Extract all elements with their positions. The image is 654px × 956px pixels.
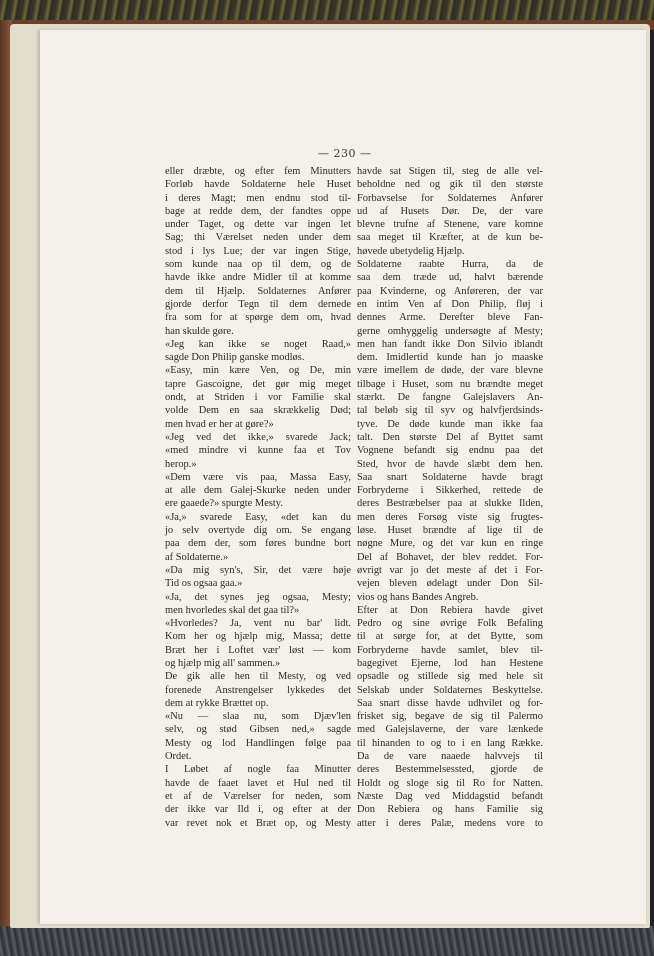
text-line: «Ja, det synes jeg ogsaa, Mesty; — [165, 591, 351, 603]
text-line: Soldaterne raabte Hurra, da de — [357, 259, 543, 271]
text-line: havde de faaet lavet et Hul ned til — [165, 777, 351, 789]
text-line: deres Bestræbelser paa at slukke Ilden, — [357, 498, 543, 510]
text-line: atter i deres Palæ, medens vore to — [357, 817, 543, 829]
text-line: i deres Magt; men endnu stod til- — [165, 192, 351, 204]
text-line: Mesty og lod Handlingen følge paa — [165, 737, 351, 749]
text-line: tal beløb sig til syv og halvfjerdsinds- — [357, 405, 543, 417]
text-line: fra som for at spørge dem om, hvad — [165, 312, 351, 324]
text-line: Forløb havde Soldaterne hele Huset — [165, 179, 351, 191]
text-line: paa dem der, som føres bundne bort — [165, 538, 351, 550]
text-line: Selskab under Soldaternes Beskyttelse. — [357, 684, 543, 696]
text-line: «Ja,» svarede Easy, «det kan du — [165, 511, 351, 523]
text-line: Ordet. — [165, 751, 192, 763]
text-line: «Nu — slaa nu, som Djæv'len — [165, 711, 351, 723]
text-line: eller dræbte, og efter fem Minutters — [165, 166, 351, 177]
text-line: høvede ubetydelig Hjælp. — [357, 245, 465, 257]
text-line: «Hvorledes? Ja, vent nu bar' lidt. — [165, 618, 351, 630]
text-line: Don Rebiera og hans Familie sig — [357, 804, 543, 816]
text-line: løse. Huset brændte af lige til de — [357, 525, 543, 537]
text-line: «Jeg kan ikke se noget Raad,» — [165, 338, 351, 350]
text-line: talt. Den største Del af Byttet samt — [357, 431, 543, 443]
text-line: Sag; thi Værelset neden under dem — [165, 232, 351, 244]
text-line: Saa snart Soldaterne havde bragt — [357, 471, 543, 483]
text-line: Pedro og sine øvrige Folk Befaling — [357, 618, 543, 630]
text-line: vejen bleven ødelagt under Don Sil- — [357, 578, 543, 590]
text-line: der ikke var Ild i, og efter at der — [165, 804, 351, 816]
text-line: paa Kvinderne, og Anføreren, der var — [357, 285, 543, 297]
text-column-right — [357, 165, 543, 830]
text-line: «Jeg ved det ikke,» svarede Jack; — [165, 431, 351, 443]
text-line: øvrigt var jo det meste af det i For- — [357, 564, 543, 576]
text-line: ondt, at Striden i vor Familie skal — [165, 392, 351, 404]
text-line: stærkt. De fangne Galejslavers An- — [357, 392, 543, 404]
text-line: volde Dem en saa skrækkelig Død; — [165, 405, 351, 417]
text-line: nøgne Mure, og det var kun en ringe — [357, 538, 543, 550]
text-line: han skulde gøre. — [165, 325, 234, 337]
text-line: «Da mig syn's, Sir, det være høje — [165, 564, 351, 576]
text-line: dennes Arme. Derefter bleve Fan- — [357, 312, 543, 324]
text-line: vios og hans Bandes Angreb. — [357, 591, 479, 603]
text-line: dem. Imidlertid kunde han jo maaske — [357, 352, 543, 364]
text-line: herop.» — [165, 458, 197, 470]
text-line: Bræt her i Loftet vær' løst — kom — [165, 644, 351, 656]
text-line: I Løbet af nogle faa Minutter — [165, 764, 351, 776]
text-line: frisket sig, begave de sig til Palermo — [357, 711, 543, 723]
text-line: havde ikke andre Midler til at komme — [165, 272, 351, 284]
text-line: opsadle og stillede sig med hele sit — [357, 671, 543, 683]
text-line: ere gaaede?» spurgte Mesty. — [165, 498, 283, 510]
text-line: blevne trufne af Stenene, vare komne — [357, 219, 543, 231]
text-line: men hvorledes skal det gaa til?» — [165, 604, 300, 616]
text-line: Næste Dag ved Middagstid befandt — [357, 790, 543, 802]
text-line: stod i lys Lue; der var ingen Stige, — [165, 245, 351, 257]
text-line: «med mindre vi kunne faa et Tov — [165, 445, 351, 457]
text-line: Del af Bohavet, der blev reddet. For- — [357, 551, 543, 563]
text-line: saa meget til Kræfter, at de kun be- — [357, 232, 543, 244]
text-line: en intim Ven af Don Philip, fløj i — [357, 298, 543, 310]
text-line: Tid os ogsaa gaa.» — [165, 578, 243, 590]
text-line: dem til Hjælp. Soldaternes Anfører — [165, 285, 351, 297]
text-line: bage at redde dem, der fandtes oppe — [165, 205, 351, 217]
text-line: Sted, hvor de havde slæbt dem hen. — [357, 458, 543, 470]
text-line: havde sat Stigen til, steg de alle vel- — [357, 166, 543, 177]
text-line: Saa snart disse havde udhvilet og for- — [357, 697, 543, 709]
text-line: med Galejslaverne, der vare lænkede — [357, 724, 543, 736]
text-line: være imellem de døde, der vare blevne — [357, 365, 543, 377]
text-line: Forbryderne i Sikkerhed, rettede de — [357, 485, 543, 497]
scan-background-bottom — [0, 926, 654, 956]
text-line: Forbavselse for Soldaternes Anfører — [357, 192, 543, 204]
text-line: De gik alle hen til Mesty, og ved — [165, 671, 351, 683]
text-line: Vognene befandt sig endnu paa det — [357, 445, 543, 457]
text-line: jo selv overtyde dig om. Se engang — [165, 525, 351, 537]
text-line: til hinanden to og to i en lang Række. — [357, 737, 543, 749]
text-column-left — [165, 165, 351, 830]
text-line: Forbryderne havde samlet, blev til- — [357, 644, 543, 656]
text-line: Kom her og hjælp mig, Massa; dette — [165, 631, 351, 643]
text-line: at alle dem Galej-Skurke neden under — [165, 485, 351, 497]
text-line: men han fandt ikke Don Silvio iblandt — [357, 338, 543, 350]
text-line: dem at rykke Brættet op. — [165, 697, 269, 709]
text-line: beholdne ned og gik til den største — [357, 179, 543, 191]
text-line: forenede Anstrengelser lykkedes det — [165, 684, 351, 696]
text-line: et af de Værelser for neden, som — [165, 790, 351, 802]
text-line: gjorde derfor Tegn til dem dernede — [165, 298, 351, 310]
text-line: bagegivet Ejerne, lod han Hestene — [357, 657, 543, 669]
text-line: «Dem være vis paa, Massa Easy, — [165, 471, 351, 483]
text-line: Efter at Don Rebiera havde givet — [357, 604, 543, 616]
text-line: tyve. De døde kunde man ikke faa — [357, 418, 543, 430]
text-line: Da de vare naaede halvvejs til — [357, 751, 543, 763]
text-line: men hvad er her at gøre?» — [165, 418, 274, 430]
text-line: tapre Gascoigne, det gør mig meget — [165, 378, 351, 390]
text-line: til at sørge for, at det Bytte, som — [357, 631, 543, 643]
text-line: «Easy, min kære Ven, og De, min — [165, 365, 351, 377]
text-line: af Soldaterne.» — [165, 551, 229, 563]
page-number: — 230 — — [318, 147, 372, 160]
text-line: som kunde naa op til dem, og de — [165, 259, 351, 271]
text-line: men deres Forsøg viste sig frugtes- — [357, 511, 543, 523]
text-line: ud af Husets Dør. De, der vare — [357, 205, 543, 217]
text-line: gerne omhyggelig undersøgte af Mesty; — [357, 325, 543, 337]
text-line: tilbage i Huset, som nu brændte meget — [357, 378, 543, 390]
text-line: og hjælp mig all' sammen.» — [165, 657, 281, 669]
text-line: under Taget, og dette var ingen let — [165, 219, 351, 231]
text-line: Holdt og sloge sig til Ro for Natten. — [357, 777, 543, 789]
text-line: var revet nok et Bræt op, og Mesty — [165, 817, 351, 829]
text-line: saa dem træde ud, halvt bærende — [357, 272, 543, 284]
text-line: sagde Don Philip ganske modløs. — [165, 352, 305, 364]
text-line: deres Bestemmelsessted, gjorde de — [357, 764, 543, 776]
text-line: selv, og stød Gibsen ned,» sagde — [165, 724, 351, 736]
